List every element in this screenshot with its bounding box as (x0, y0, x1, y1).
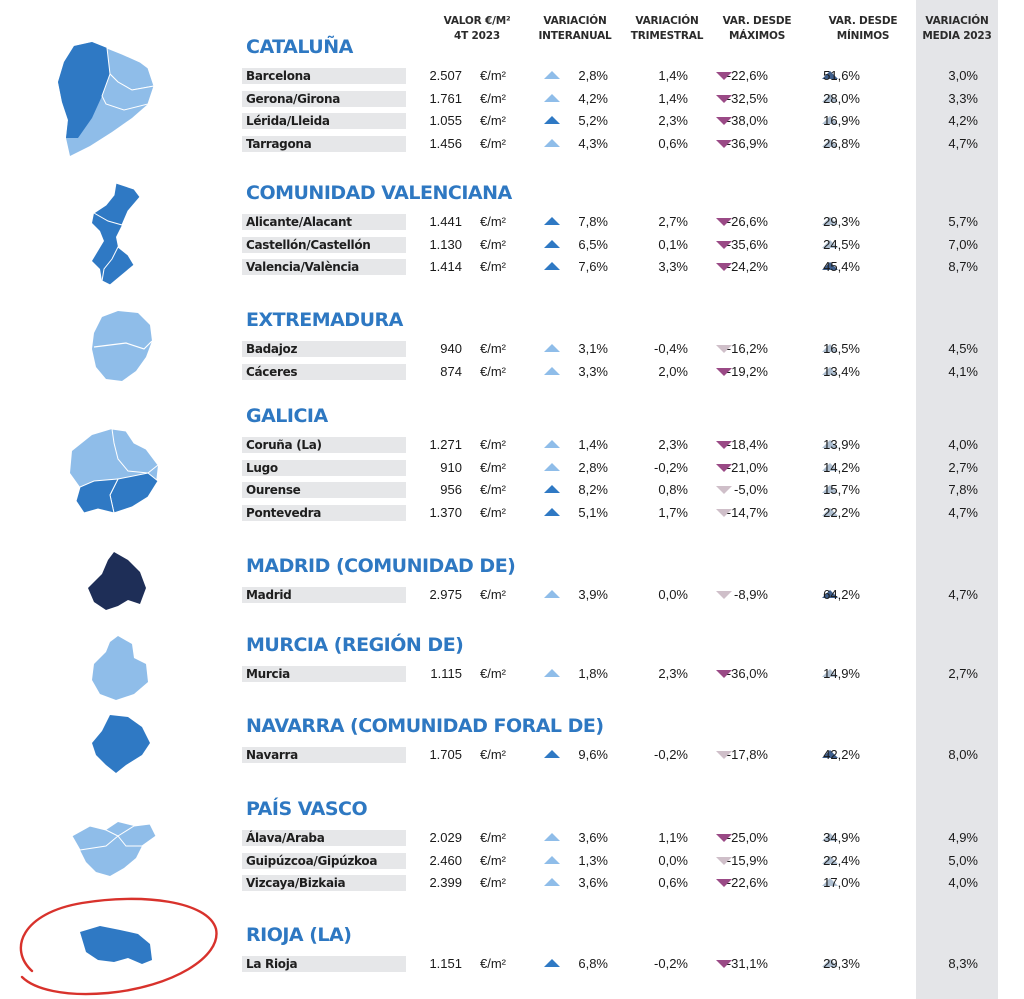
up-arrow-icon (544, 367, 560, 375)
up-arrow-icon (544, 71, 560, 79)
interannual-variation: 3,1% (578, 341, 608, 356)
table-row (246, 213, 1016, 231)
region-title: NAVARRA (COMUNIDAD FORAL DE) (246, 715, 604, 737)
cataluna-map-icon (52, 34, 162, 159)
quarterly-variation: 0,8% (658, 482, 688, 497)
quarterly-variation: 0,6% (658, 875, 688, 890)
variation-from-min: 26,8% (823, 135, 860, 151)
variation-from-max: -17,8% (726, 747, 768, 762)
up-arrow-icon (544, 750, 560, 758)
price-value: 2.029 (429, 830, 462, 845)
galicia-map-icon (64, 423, 164, 519)
region-title: RIOJA (LA) (246, 924, 352, 946)
variation-from-min: 16,9% (823, 113, 860, 128)
table-row (246, 112, 1016, 130)
price-value: 1.441 (429, 214, 462, 229)
price-value: 1.761 (429, 90, 462, 106)
price-value: 910 (440, 459, 462, 475)
quarterly-variation: 2,3% (658, 666, 688, 681)
price-unit: €/m² (480, 504, 506, 520)
table-row (246, 874, 1016, 892)
price-unit: €/m² (480, 259, 506, 274)
header-minimos: VAR. DESDE MÍNIMOS (828, 15, 898, 43)
region-title: PAÍS VASCO (246, 798, 368, 820)
price-unit: €/m² (480, 587, 506, 602)
up-arrow-icon (544, 344, 560, 352)
valencia-map-icon (82, 181, 154, 289)
province-name: Valencia/València (246, 260, 359, 274)
interannual-variation: 7,8% (578, 214, 608, 229)
province-name: Badajoz (246, 342, 298, 356)
table-row (246, 586, 1016, 604)
average-variation-2023: 3,0% (948, 68, 978, 83)
interannual-variation: 3,3% (578, 363, 608, 379)
average-variation-2023: 7,0% (948, 236, 978, 252)
variation-from-min: 14,2% (823, 459, 860, 475)
price-value: 1.705 (429, 747, 462, 762)
interannual-variation: 6,5% (578, 236, 608, 252)
interannual-variation: 6,8% (578, 956, 608, 971)
price-unit: €/m² (480, 90, 506, 106)
average-variation-2023: 8,7% (948, 259, 978, 274)
up-arrow-icon (544, 508, 560, 516)
interannual-variation: 2,8% (578, 459, 608, 475)
province-name: Guipúzcoa/Gipúzkoa (246, 853, 378, 868)
murcia-map-icon (86, 634, 152, 704)
region-title: EXTREMADURA (246, 309, 403, 331)
table-row (246, 504, 1016, 522)
up-arrow-icon (544, 139, 560, 147)
price-unit: €/m² (480, 852, 506, 868)
interannual-variation: 9,6% (578, 747, 608, 762)
quarterly-variation: 1,4% (658, 90, 688, 106)
variation-from-min: 64,2% (823, 587, 860, 602)
quarterly-variation: 2,3% (658, 437, 688, 452)
variation-from-max: -5,0% (734, 482, 768, 497)
price-unit: €/m² (480, 363, 506, 379)
price-unit: €/m² (480, 956, 506, 971)
price-value: 2.507 (429, 68, 462, 83)
header-media: VARIACIÓN MEDIA 2023 (922, 15, 992, 43)
province-name: Madrid (246, 588, 292, 602)
variation-from-min: 42,2% (823, 747, 860, 762)
quarterly-variation: 0,0% (658, 852, 688, 868)
variation-from-min: 51,6% (823, 68, 860, 83)
quarterly-variation: 0,1% (658, 236, 688, 252)
price-unit: €/m² (480, 830, 506, 845)
average-variation-2023: 4,2% (948, 113, 978, 128)
average-variation-2023: 7,8% (948, 482, 978, 497)
variation-from-max: -18,4% (726, 437, 768, 452)
up-arrow-icon (544, 94, 560, 102)
quarterly-variation: 1,7% (658, 504, 688, 520)
variation-from-min: 16,5% (823, 341, 860, 356)
price-value: 2.975 (429, 587, 462, 602)
average-variation-2023: 2,7% (948, 666, 978, 681)
table-row (246, 955, 1016, 973)
province-name: Murcia (246, 667, 290, 681)
variation-from-max: -26,6% (726, 214, 768, 229)
variation-from-min: 28,0% (823, 90, 860, 106)
variation-from-min: 24,5% (823, 236, 860, 252)
table-row (246, 236, 1016, 254)
price-value: 1.130 (429, 236, 462, 252)
price-value: 1.414 (429, 259, 462, 274)
variation-from-min: 22,2% (823, 504, 860, 520)
price-unit: €/m² (480, 437, 506, 452)
average-variation-2023: 5,0% (948, 852, 978, 868)
price-value: 2.399 (429, 875, 462, 890)
variation-from-min: 34,9% (823, 830, 860, 845)
table-row (246, 90, 1016, 108)
average-variation-2023: 5,7% (948, 214, 978, 229)
price-unit: €/m² (480, 747, 506, 762)
table-row (246, 67, 1016, 85)
price-unit: €/m² (480, 236, 506, 252)
quarterly-variation: 2,7% (658, 214, 688, 229)
quarterly-variation: 3,3% (658, 259, 688, 274)
price-value: 940 (440, 341, 462, 356)
table-row (246, 135, 1016, 153)
interannual-variation: 4,3% (578, 135, 608, 151)
province-name: Castellón/Castellón (246, 237, 371, 252)
price-value: 1.271 (429, 437, 462, 452)
price-value: 1.151 (429, 956, 462, 971)
average-variation-2023: 8,0% (948, 747, 978, 762)
average-variation-2023: 2,7% (948, 459, 978, 475)
variation-from-min: 29,3% (823, 214, 860, 229)
up-arrow-icon (544, 878, 560, 886)
table-row (246, 436, 1016, 454)
province-name: Vizcaya/Bizkaia (246, 876, 346, 890)
navarra-map-icon (88, 713, 154, 775)
table-row (246, 481, 1016, 499)
average-variation-2023: 4,0% (948, 875, 978, 890)
table-row (246, 258, 1016, 276)
province-name: Lugo (246, 460, 278, 475)
price-unit: €/m² (480, 135, 506, 151)
up-arrow-icon (544, 116, 560, 124)
table-row (246, 340, 1016, 358)
average-variation-2023: 4,7% (948, 504, 978, 520)
table-row (246, 363, 1016, 381)
interannual-variation: 3,9% (578, 587, 608, 602)
interannual-variation: 1,4% (578, 437, 608, 452)
up-arrow-icon (544, 440, 560, 448)
interannual-variation: 8,2% (578, 482, 608, 497)
table-row (246, 829, 1016, 847)
price-value: 1.456 (429, 135, 462, 151)
province-name: La Rioja (246, 957, 298, 971)
variation-from-max: -24,2% (726, 259, 768, 274)
average-variation-2023: 4,7% (948, 135, 978, 151)
variation-from-min: 13,9% (823, 437, 860, 452)
up-arrow-icon (544, 463, 560, 471)
interannual-variation: 5,1% (578, 504, 608, 520)
region-title: COMUNIDAD VALENCIANA (246, 182, 512, 204)
up-arrow-icon (544, 485, 560, 493)
up-arrow-icon (544, 856, 560, 864)
variation-from-max: -36,9% (726, 135, 768, 151)
province-name: Álava/Araba (246, 831, 325, 845)
interannual-variation: 4,2% (578, 90, 608, 106)
price-unit: €/m² (480, 214, 506, 229)
price-unit: €/m² (480, 113, 506, 128)
variation-from-max: -38,0% (726, 113, 768, 128)
province-name: Barcelona (246, 69, 311, 83)
price-unit: €/m² (480, 875, 506, 890)
quarterly-variation: -0,4% (654, 341, 688, 356)
variation-from-min: 22,4% (823, 852, 860, 868)
province-name: Cáceres (246, 364, 298, 379)
up-arrow-icon (544, 240, 560, 248)
price-value: 1.055 (429, 113, 462, 128)
region-title: CATALUÑA (246, 36, 353, 58)
header-maximos: VAR. DESDE MÁXIMOS (722, 15, 792, 43)
average-variation-2023: 4,7% (948, 587, 978, 602)
province-name: Coruña (La) (246, 438, 322, 452)
up-arrow-icon (544, 590, 560, 598)
variation-from-max: -31,1% (726, 956, 768, 971)
price-unit: €/m² (480, 341, 506, 356)
price-value: 1.115 (430, 666, 462, 681)
up-arrow-icon (544, 833, 560, 841)
average-variation-2023: 3,3% (948, 90, 978, 106)
province-name: Tarragona (246, 136, 312, 151)
province-name: Lérida/Lleida (246, 114, 330, 128)
variation-from-min: 17,0% (823, 875, 860, 890)
price-value: 956 (440, 482, 462, 497)
quarterly-variation: 1,4% (658, 68, 688, 83)
price-value: 2.460 (429, 852, 462, 868)
variation-from-min: 29,3% (823, 956, 860, 971)
up-arrow-icon (544, 669, 560, 677)
quarterly-variation: 0,0% (658, 587, 688, 602)
price-unit: €/m² (480, 666, 506, 681)
variation-from-max: -19,2% (726, 363, 768, 379)
quarterly-variation: 1,1% (658, 830, 688, 845)
extremadura-map-icon (88, 307, 158, 385)
price-unit: €/m² (480, 68, 506, 83)
highlight-circle (12, 893, 222, 999)
variation-from-min: 45,4% (823, 259, 860, 274)
header-trimestral: VARIACIÓN TRIMESTRAL (630, 15, 704, 43)
quarterly-variation: -0,2% (654, 459, 688, 475)
province-name: Alicante/Alacant (246, 215, 352, 229)
province-name: Navarra (246, 748, 298, 762)
province-name: Pontevedra (246, 505, 322, 520)
variation-from-max: -32,5% (726, 90, 768, 106)
variation-from-max: -14,7% (726, 504, 768, 520)
quarterly-variation: 2,3% (658, 113, 688, 128)
table-row (246, 665, 1016, 683)
variation-from-min: 14,9% (823, 666, 860, 681)
variation-from-max: -25,0% (726, 830, 768, 845)
table-row (246, 459, 1016, 477)
interannual-variation: 2,8% (578, 68, 608, 83)
variation-from-max: -36,0% (726, 666, 768, 681)
average-variation-2023: 8,3% (948, 956, 978, 971)
variation-from-max: -21,0% (726, 459, 768, 475)
variation-from-min: 15,7% (823, 482, 860, 497)
average-variation-2023: 4,9% (948, 830, 978, 845)
variation-from-max: -22,6% (726, 875, 768, 890)
price-unit: €/m² (480, 482, 506, 497)
quarterly-variation: -0,2% (654, 956, 688, 971)
interannual-variation: 7,6% (578, 259, 608, 274)
average-variation-2023: 4,0% (948, 437, 978, 452)
price-value: 1.370 (429, 504, 462, 520)
pais-vasco-map-icon (66, 816, 162, 882)
interannual-variation: 1,3% (578, 852, 608, 868)
interannual-variation: 3,6% (578, 875, 608, 890)
interannual-variation: 3,6% (578, 830, 608, 845)
table-row (246, 746, 1016, 764)
up-arrow-icon (544, 262, 560, 270)
quarterly-variation: 2,0% (658, 363, 688, 379)
table-row (246, 852, 1016, 870)
price-unit: €/m² (480, 459, 506, 475)
variation-from-max: -35,6% (726, 236, 768, 252)
price-value: 874 (440, 363, 462, 379)
madrid-map-icon (84, 548, 152, 614)
region-title: MADRID (COMUNIDAD DE) (246, 555, 516, 577)
average-variation-2023: 4,5% (948, 341, 978, 356)
region-title: GALICIA (246, 405, 328, 427)
up-arrow-icon (544, 217, 560, 225)
quarterly-variation: 0,6% (658, 135, 688, 151)
variation-from-max: -16,2% (726, 341, 768, 356)
average-variation-2023: 4,1% (948, 363, 978, 379)
variation-from-max: -22,6% (726, 68, 768, 83)
province-name: Gerona/Girona (246, 91, 341, 106)
quarterly-variation: -0,2% (654, 747, 688, 762)
province-name: Ourense (246, 483, 301, 497)
header-valor: VALOR €/M² 4T 2023 (443, 15, 511, 43)
variation-from-min: 13,4% (823, 363, 860, 379)
interannual-variation: 1,8% (578, 666, 608, 681)
variation-from-max: -15,9% (726, 852, 768, 868)
variation-from-max: -8,9% (734, 587, 768, 602)
header-interanual: VARIACIÓN INTERANUAL (538, 15, 612, 43)
region-title: MURCIA (REGIÓN DE) (246, 634, 464, 656)
up-arrow-icon (544, 959, 560, 967)
interannual-variation: 5,2% (578, 113, 608, 128)
